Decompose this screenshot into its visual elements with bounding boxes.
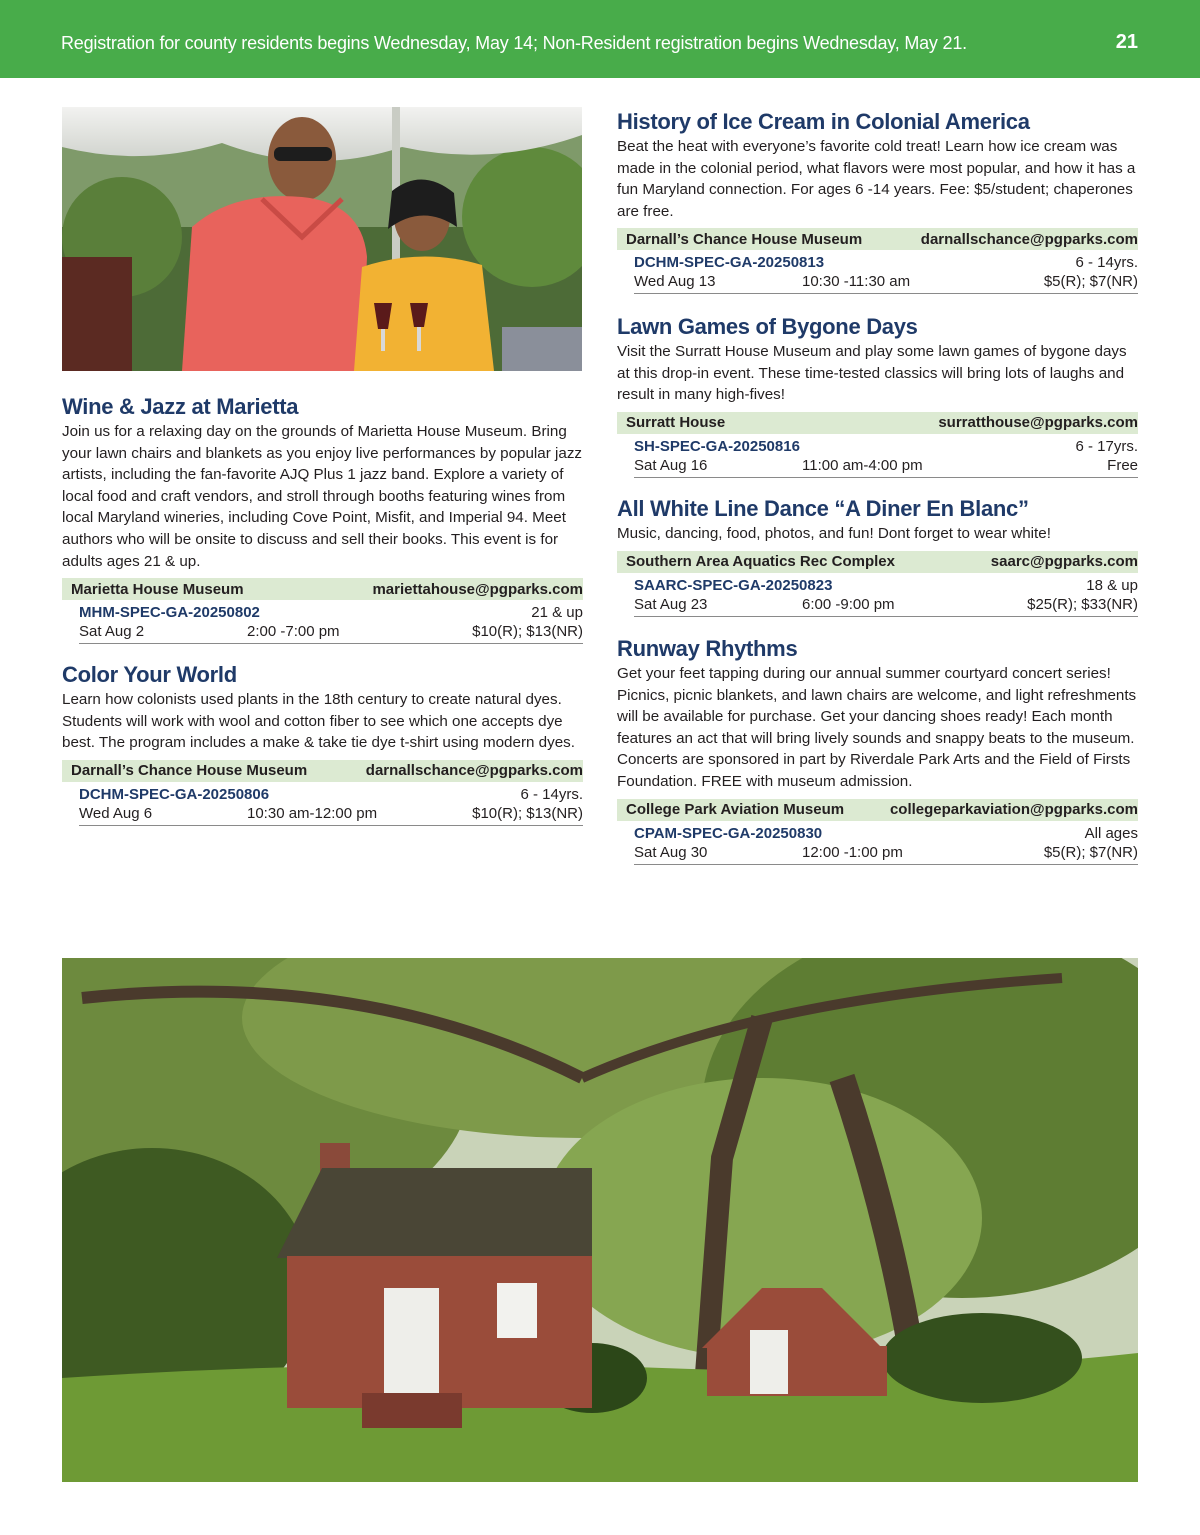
session-day: Sat Aug 23	[634, 595, 708, 613]
activity-code: CPAM-SPEC-GA-20250830	[634, 824, 823, 842]
event-description: Learn how colonists used plants in the 18th century to create natural dyes. Students will work with wool and cotton fiber to see which one accepts dye best. The program includes a make & take tie dye t-shirt using modern dyes.	[62, 691, 575, 752]
venue-name: Darnall’s Chance House Museum	[626, 230, 863, 248]
session-fee: Free	[1107, 456, 1138, 474]
venue-email-link[interactable]: mariettahouse@pgparks.com	[372, 580, 583, 598]
event-title: Color Your World	[62, 662, 237, 687]
activity-code: SH-SPEC-GA-20250816	[634, 437, 800, 455]
session-row	[634, 821, 1138, 865]
registration-banner	[0, 0, 1200, 78]
session-fee: $25(R); $33(NR)	[1027, 595, 1138, 613]
house-photo-illustration	[62, 958, 1138, 1482]
session-time: 12:00 -1:00 pm	[802, 843, 903, 861]
activity-code: MHM-SPEC-GA-20250802	[79, 604, 260, 622]
venue-bar	[62, 578, 583, 600]
session-fee: $5(R); $7(NR)	[1043, 843, 1138, 861]
event-title: History of Ice Cream in Colonial America	[617, 109, 1030, 134]
age-range: 6 - 14yrs.	[520, 785, 583, 803]
event-wine-jazz	[62, 394, 583, 644]
venue-email-link[interactable]: darnallschance@pgparks.com	[920, 230, 1138, 248]
event-description: Join us for a relaxing day on the grounds of Marietta House Museum. Bring your lawn chairs and blankets as you enjoy live performances by popular jazz artists, including the fan-favorite AJQ Plus 1 jazz band. Explore a variety of local food and craft vendors, and stroll through booths featuring wines from local Maryland wineries, including Cove Point, Misfit, and Imperial 94. Meet authors who will be onsite to discuss and sell their books. This event is for adults ages 21 & up.	[62, 423, 583, 570]
activity-code: DCHM-SPEC-GA-20250806	[79, 785, 270, 803]
session-time: 2:00 -7:00 pm	[247, 623, 340, 641]
venue-name: Surratt House	[626, 414, 726, 432]
activity-code: DCHM-SPEC-GA-20250813	[634, 254, 825, 272]
age-range: 6 - 14yrs.	[1075, 254, 1138, 272]
page-number: 21	[1115, 31, 1138, 53]
house-photo	[62, 958, 1138, 1482]
session-day: Sat Aug 16	[634, 456, 708, 474]
venue-email-link[interactable]: surratthouse@pgparks.com	[938, 414, 1138, 432]
people-photo	[62, 107, 582, 371]
event-title: Wine & Jazz at Marietta	[62, 394, 299, 419]
people-photo-illustration	[62, 107, 582, 371]
session-day: Wed Aug 6	[79, 804, 153, 822]
venue-name: Southern Area Aquatics Rec Complex	[626, 553, 895, 571]
event-line-dance	[617, 496, 1138, 617]
session-time: 10:30 am-12:00 pm	[247, 804, 378, 822]
session-row	[634, 250, 1138, 294]
session-row	[634, 434, 1138, 478]
activity-code: SAARC-SPEC-GA-20250823	[634, 576, 833, 594]
venue-name: Darnall’s Chance House Museum	[71, 762, 308, 780]
registration-notice: Registration for county residents begins Wednesday, May 14; Non-Resident registration begins Wednesday, May 21.	[61, 33, 967, 53]
event-description: Visit the Surratt House Museum and play some lawn games of bygone days at this drop-in event. These time-tested classics will bring lots of laughs and result in many high-fives!	[617, 343, 1127, 404]
event-runway-rhythms	[617, 636, 1138, 865]
event-title: Runway Rhythms	[617, 636, 798, 661]
venue-bar	[617, 228, 1138, 250]
session-day: Sat Aug 30	[634, 843, 708, 861]
session-time: 10:30 -11:30 am	[802, 273, 911, 291]
session-fee: $10(R); $13(NR)	[472, 804, 583, 822]
venue-bar	[617, 412, 1138, 434]
session-day: Sat Aug 2	[79, 623, 145, 641]
session-row	[79, 600, 583, 644]
session-day: Wed Aug 13	[634, 273, 716, 291]
session-time: 6:00 -9:00 pm	[802, 595, 895, 613]
venue-bar	[617, 551, 1138, 573]
venue-bar	[62, 760, 583, 782]
venue-name: Marietta House Museum	[71, 580, 244, 598]
venue-name: College Park Aviation Museum	[626, 801, 845, 819]
session-fee: $5(R); $7(NR)	[1043, 273, 1138, 291]
session-fee: $10(R); $13(NR)	[472, 623, 583, 641]
event-description: Get your feet tapping during our annual summer courtyard concert series! Picnics, picnic blankets, and lawn chairs are welcome, and light refreshments will be available for purchase. Get your dancing shoes ready! Each month features an act that will bring lively sounds and snappy beats to the museum. Concerts are sponsored in part by Riverdale Park Arts and the Field of Firsts Foundation. FREE with museum admission.	[617, 665, 1137, 790]
age-range: All ages	[1084, 824, 1138, 842]
event-title: All White Line Dance “A Diner En Blanc”	[617, 496, 1029, 521]
event-description: Music, dancing, food, photos, and fun! Dont forget to wear white!	[617, 525, 1051, 542]
venue-email-link[interactable]: collegeparkaviation@pgparks.com	[889, 801, 1138, 819]
age-range: 21 & up	[531, 604, 583, 622]
session-row	[79, 782, 583, 826]
event-description: Beat the heat with everyone’s favorite cold treat! Learn how ice cream was made in the colonial period, what flavors were most popular, and how it has a fun Maryland connection. For ages 6 -14 years. Fee: $5/student; chaperones are free.	[617, 138, 1136, 220]
session-time: 11:00 am-4:00 pm	[802, 456, 923, 474]
venue-email-link[interactable]: darnallschance@pgparks.com	[365, 762, 583, 780]
age-range: 6 - 17yrs.	[1075, 437, 1138, 455]
event-ice-cream-history	[617, 109, 1138, 294]
event-lawn-games	[617, 314, 1138, 478]
session-row	[634, 573, 1138, 617]
age-range: 18 & up	[1086, 576, 1138, 594]
venue-email-link[interactable]: saarc@pgparks.com	[990, 553, 1138, 571]
event-color-your-world	[62, 662, 583, 826]
venue-bar	[617, 799, 1138, 821]
event-title: Lawn Games of Bygone Days	[617, 314, 918, 339]
